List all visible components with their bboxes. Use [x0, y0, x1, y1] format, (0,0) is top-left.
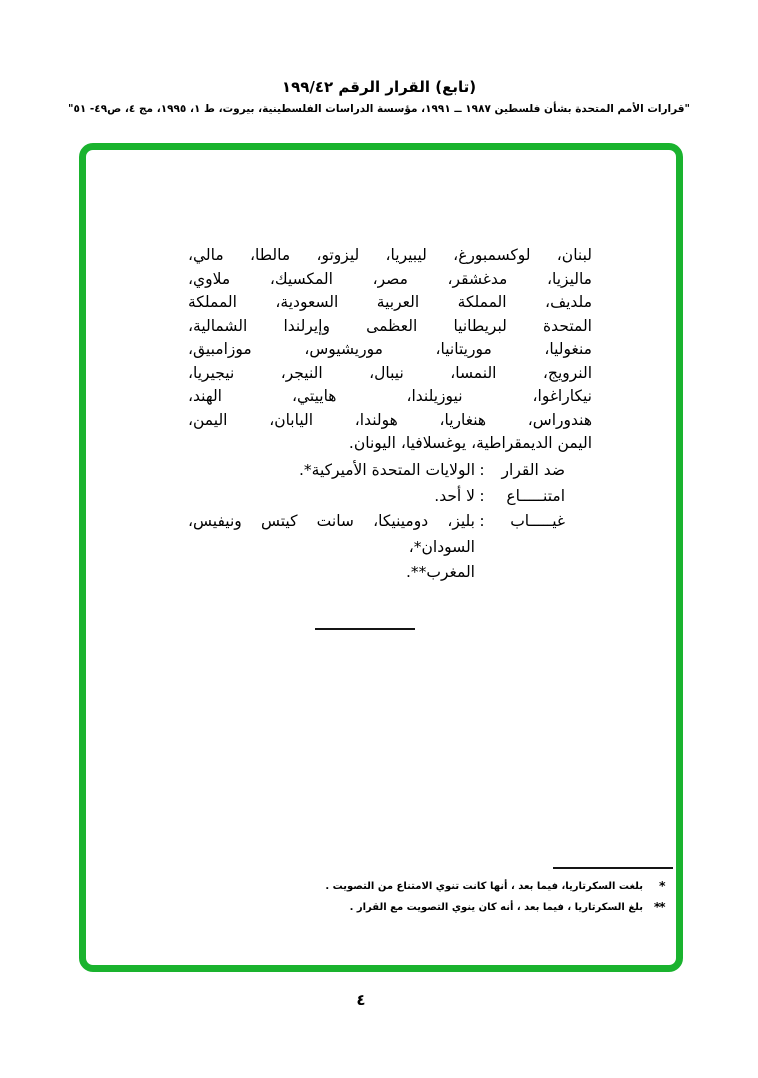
- vote-label: ضد القرار: [501, 461, 565, 479]
- vote-value-line: الولايات المتحدة الأميركية*.: [298, 461, 475, 479]
- vote-row: [188, 458, 565, 484]
- vote-value: [188, 509, 475, 586]
- page-number: ٤: [356, 991, 366, 1009]
- vote-label: غيـــــاب: [510, 512, 565, 530]
- page-title: (تابع) القرار الرقم ١٩٩/٤٢: [281, 78, 477, 96]
- vote-results-section: [188, 458, 565, 586]
- vote-label: امتنـــــاع: [506, 486, 565, 505]
- vote-colon: :: [479, 486, 485, 505]
- voting-countries-paragraph: [188, 244, 592, 456]
- vote-row: [188, 484, 565, 510]
- country-line: ماليزيا، مدغشقر، مصر، المكسيك، ملاوي،: [188, 269, 592, 288]
- footnote-row: [325, 876, 664, 897]
- source-citation: "قرارات الأمم المتحدة بشأن فلسطين ١٩٨٧ ــ ١٩٩١، مؤسسة الدراسات الفلسطينية، بيروت، ط ١، ١٩٩٥، مج ٤، ص٤٩- ٥١": [67, 103, 691, 115]
- end-of-text-rule: [315, 628, 415, 630]
- vote-value: [188, 484, 475, 510]
- country-line: لبنان، لوكسمبورغ، ليبيريا، ليزوتو، مالطا، مالي،: [188, 246, 592, 264]
- vote-value-line: لا أحد.: [434, 486, 475, 505]
- footnote-text: بلغت السكرتاريا، فيما بعد ، أنها كانت تنوي الامتناع من التصويت .: [325, 881, 643, 892]
- footnote-marker: **: [653, 899, 664, 914]
- country-line: نيكاراغوا، نيوزيلندا، هاييتي، الهند،: [188, 387, 592, 405]
- footnote-row: [325, 897, 664, 918]
- footnote-marker: *: [658, 878, 664, 893]
- vote-value-line: بليز، دومينيكا، سانت كيتس ونيفيس، السودان*،: [188, 512, 475, 556]
- country-line: المتحدة لبريطانيا العظمى وإيرلندا الشمالية،: [188, 316, 592, 335]
- vote-value: [188, 458, 475, 484]
- country-line: هندوراس، هنغاريا، هولندا، اليابان، اليمن،: [188, 410, 592, 429]
- highlight-frame: [79, 143, 683, 972]
- vote-value-line: المغرب**.: [405, 563, 475, 581]
- vote-colon: :: [479, 512, 485, 530]
- country-line: النرويج، النمسا، نيبال، النيجر، نيجيريا،: [188, 363, 592, 382]
- footnotes-section: [325, 876, 664, 918]
- vote-colon: :: [479, 461, 485, 479]
- footnote-text: بلغ السكرتاريا ، فيما بعد ، أنه كان ينوي التصويت مع القرار .: [349, 902, 643, 913]
- vote-row: [188, 509, 565, 586]
- country-line: منغوليا، موريتانيا، موريشيوس، موزامبيق،: [188, 340, 592, 358]
- country-line: ملديف، المملكة العربية السعودية، المملكة: [188, 293, 592, 311]
- footnote-separator-rule: [553, 867, 673, 869]
- country-line: اليمن الديمقراطية، يوغسلافيا، اليونان.: [348, 434, 592, 452]
